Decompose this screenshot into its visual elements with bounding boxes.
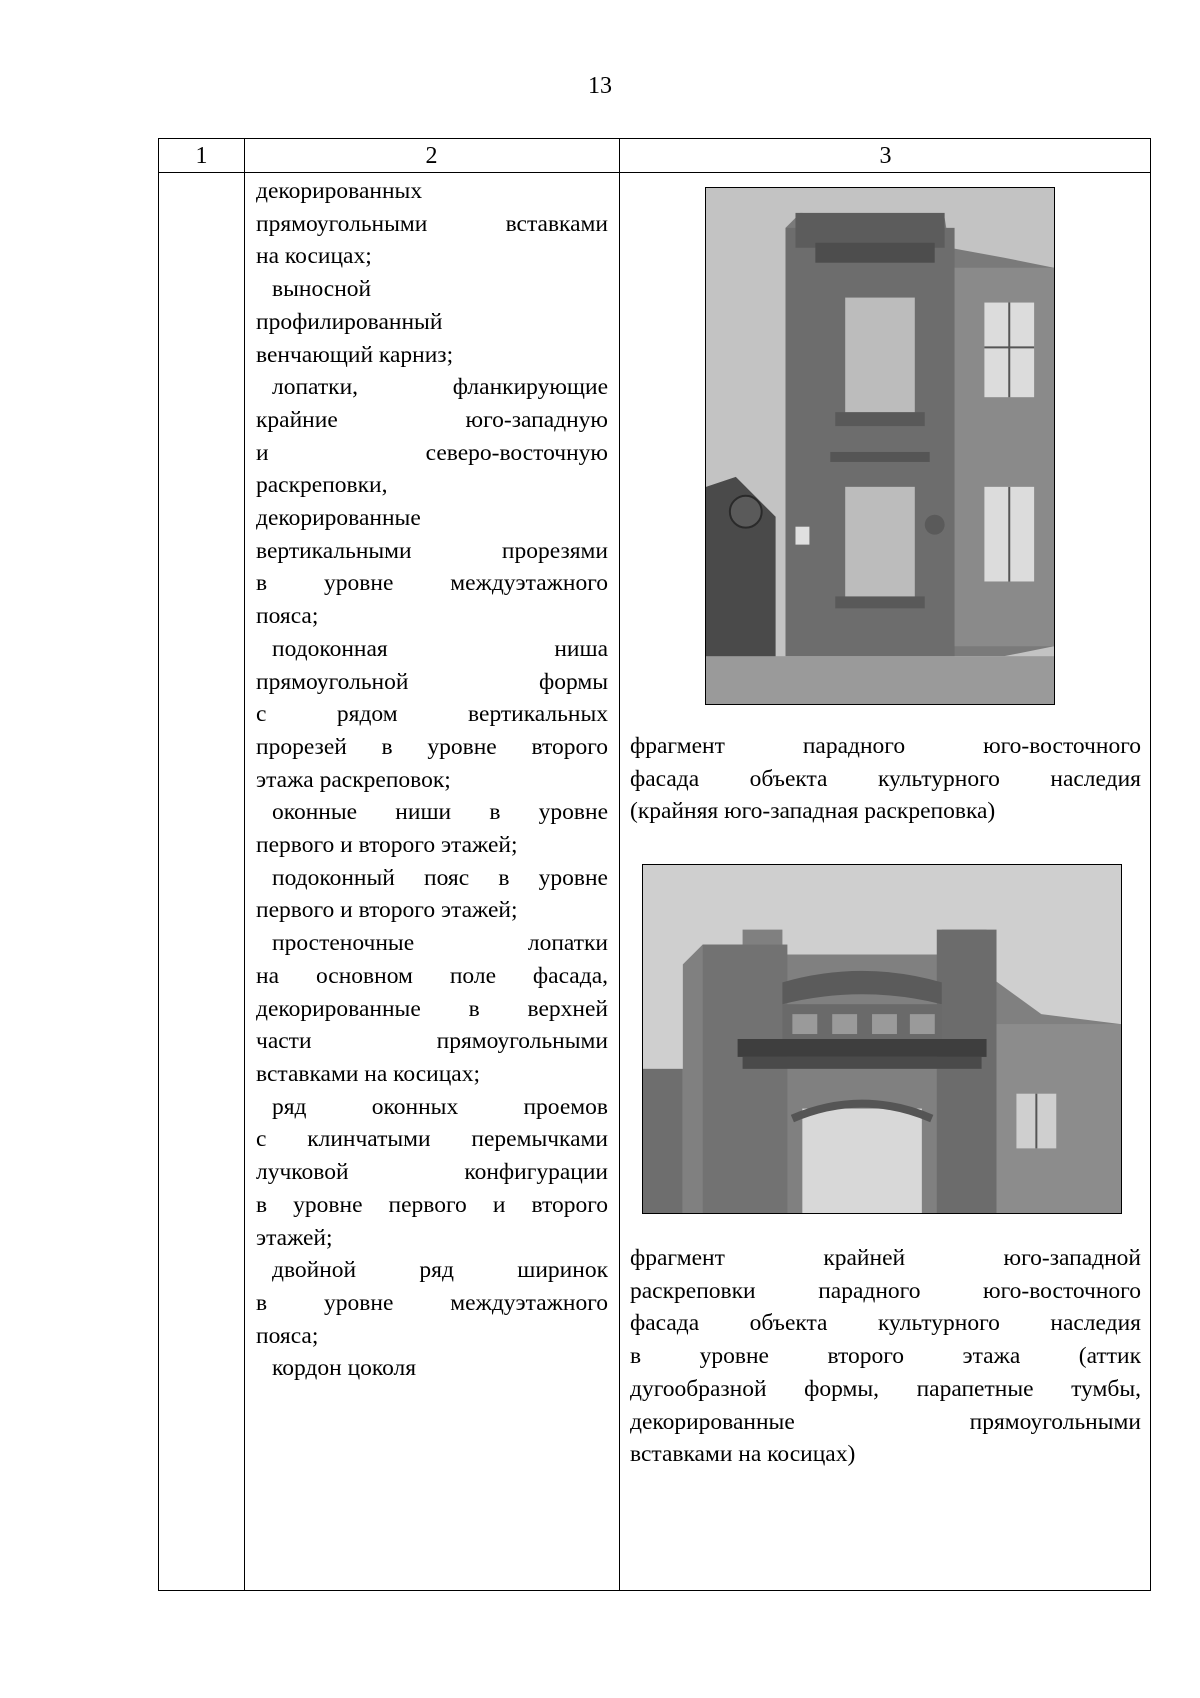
description-line: подоконный пояс в уровне (272, 864, 608, 891)
description-line: и северо-восточную (256, 439, 608, 466)
page-number: 13 (588, 73, 612, 99)
column-header-2: 2 (425, 143, 438, 169)
description-line: в уровне первого и второго (256, 1191, 608, 1218)
description-line: с клинчатыми перемычками (256, 1126, 608, 1153)
description-line: вставками на косицах; (256, 1060, 481, 1087)
description-line: декорированных (256, 178, 423, 204)
description-line: на основном поле фасада, (256, 962, 608, 989)
description-line: пояса; (256, 1322, 319, 1349)
description-line: на косицах; (256, 243, 372, 270)
description-line: венчающий карниз; (256, 341, 454, 368)
caption-1-line: фрагмент парадного юго-восточного (630, 733, 1141, 759)
header-divider (159, 172, 1150, 173)
caption-2-line: дугообразной формы, парапетные тумбы, (630, 1375, 1141, 1402)
description-line: части прямоугольными (256, 1028, 608, 1055)
photo-caption-2 (630, 1242, 1141, 1471)
description-line: этажа раскреповок; (256, 766, 451, 793)
column-header-1: 1 (195, 143, 208, 169)
caption-2-line: раскреповки парадного юго-восточного (630, 1277, 1141, 1304)
description-line: декорированные в верхней (256, 995, 608, 1022)
description-line: подоконная ниша (272, 635, 608, 662)
description-line: в уровне междуэтажного (256, 1289, 608, 1316)
description-line: лопатки, фланкирующие (272, 374, 608, 401)
caption-1-line: фасада объекта культурного наследия (630, 765, 1141, 792)
description-line: декорированные (256, 505, 421, 532)
heritage-table (158, 138, 1151, 1591)
description-line: раскреповки, (256, 472, 388, 499)
description-line: лучковой конфигурации (256, 1159, 608, 1186)
description-line: в уровне междуэтажного (256, 570, 608, 597)
description-line: первого и второго этажей; (256, 897, 518, 924)
description-line: профилированный (256, 308, 443, 335)
description-line: этажей; (256, 1224, 333, 1251)
description-line: выносной (272, 276, 372, 303)
column-header-3: 3 (879, 143, 892, 169)
facade-photo-southwest-projection (705, 187, 1055, 705)
caption-1-line: (крайняя юго-западная раскреповка) (630, 798, 996, 825)
description-line: двойной ряд ширинок (272, 1257, 608, 1284)
column-divider-2 (619, 139, 620, 1590)
description-line: крайние юго-западную (256, 406, 608, 433)
caption-2-line: фрагмент крайней юго-западной (630, 1245, 1141, 1271)
caption-2-line: вставками на косицах) (630, 1441, 856, 1468)
photo-caption-1 (630, 730, 1141, 828)
description-line: оконные ниши в уровне (272, 799, 608, 826)
description-line: прямоугольными вставками (256, 210, 608, 237)
description-line: пояса; (256, 603, 319, 630)
column-divider-1 (244, 139, 245, 1590)
caption-2-line: декорированные прямоугольными (630, 1408, 1141, 1435)
description-line: прямоугольной формы (256, 668, 608, 695)
facade-photo-attic-detail (642, 864, 1122, 1214)
description-line: вертикальными прорезями (256, 537, 608, 564)
description-line: прорезей в уровне второго (256, 733, 608, 760)
description-line: кордон цоколя (272, 1355, 417, 1382)
description-text (256, 175, 608, 1385)
caption-2-line: в уровне второго этажа (аттик (630, 1343, 1141, 1370)
description-line: с рядом вертикальных (256, 701, 608, 728)
description-line: простеночные лопатки (272, 930, 608, 957)
description-line: ряд оконных проемов (272, 1093, 608, 1120)
description-line: первого и второго этажей; (256, 832, 518, 859)
caption-2-line: фасада объекта культурного наследия (630, 1310, 1141, 1337)
